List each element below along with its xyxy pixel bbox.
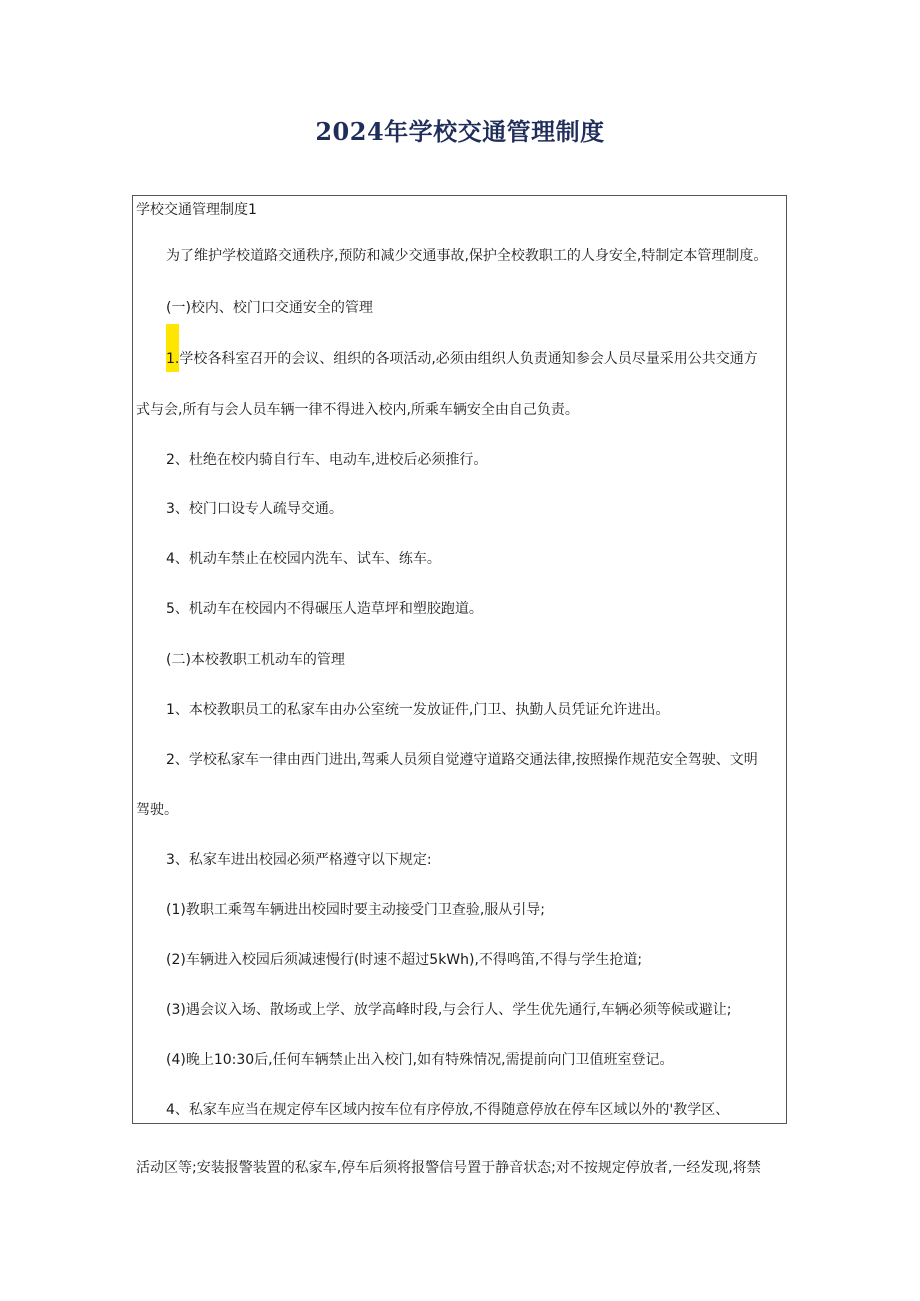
paragraph-item: 3、校门口设专人疏导交通。	[166, 501, 343, 517]
subsection-heading-2: (二)本校教职工机动车的管理	[166, 652, 345, 668]
paragraph-item: 3、私家车进出校园必须严格遵守以下规定:	[166, 852, 432, 868]
paragraph-item: 2、杜绝在校内骑自行车、电动车,进校后必须推行。	[166, 452, 488, 468]
paragraph-item	[166, 349, 758, 369]
paragraph-intro: 为了维护学校道路交通秩序,预防和减少交通事故,保护全校教职工的人身安全,特制定本管理制度。	[166, 248, 768, 264]
paragraph-subitem: (1)教职工乘驾车辆进出校园时要主动接受门卫查验,服从引导;	[166, 902, 545, 918]
paragraph-item: 1、本校教职员工的私家车由办公室统一发放证件,门卫、执勤人员凭证允许进出。	[166, 702, 670, 718]
paragraph-subitem: (2)车辆进入校园后须减速慢行(时速不超过5kWh),不得鸣笛,不得与学生抢道;	[166, 952, 643, 968]
paragraph-continuation: 式与会,所有与会人员车辆一律不得进入校内,所乘车辆安全由自己负责。	[136, 402, 579, 418]
paragraph-continuation: 活动区等;安装报警装置的私家车,停车后须将报警信号置于静音状态;对不按规定停放者,一经发现,将禁	[136, 1160, 761, 1176]
paragraph-subitem: (3)遇会议入场、散场或上学、放学高峰时段,与会行人、学生优先通行,车辆必须等候或避让;	[166, 1002, 732, 1018]
paragraph-continuation: 驾驶。	[136, 802, 178, 818]
highlighted-text: 1.学校各科室召开的会议、组织的各项活动,必须由组织人负责通知参会人员尽量采用公共交通方	[166, 351, 758, 367]
subsection-heading-1: (一)校内、校门口交通安全的管理	[166, 300, 373, 316]
paragraph-item: 4、机动车禁止在校园内洗车、试车、练车。	[166, 551, 441, 567]
paragraph-item: 5、机动车在校园内不得碾压人造草坪和塑胶跑道。	[166, 601, 483, 617]
paragraph-subitem: (4)晚上10:30后,任何车辆禁止出入校门,如有特殊情况,需提前向门卫值班室登记。	[166, 1052, 674, 1068]
paragraph-item: 2、学校私家车一律由西门进出,驾乘人员须自觉遵守道路交通法律,按照操作规范安全驾驶、文明	[166, 752, 758, 768]
section-heading: 学校交通管理制度1	[136, 202, 257, 218]
document-title: 2024年学校交通管理制度	[315, 117, 605, 146]
paragraph-item: 4、私家车应当在规定停车区域内按车位有序停放,不得随意停放在停车区域以外的'教学区、	[166, 1102, 730, 1118]
